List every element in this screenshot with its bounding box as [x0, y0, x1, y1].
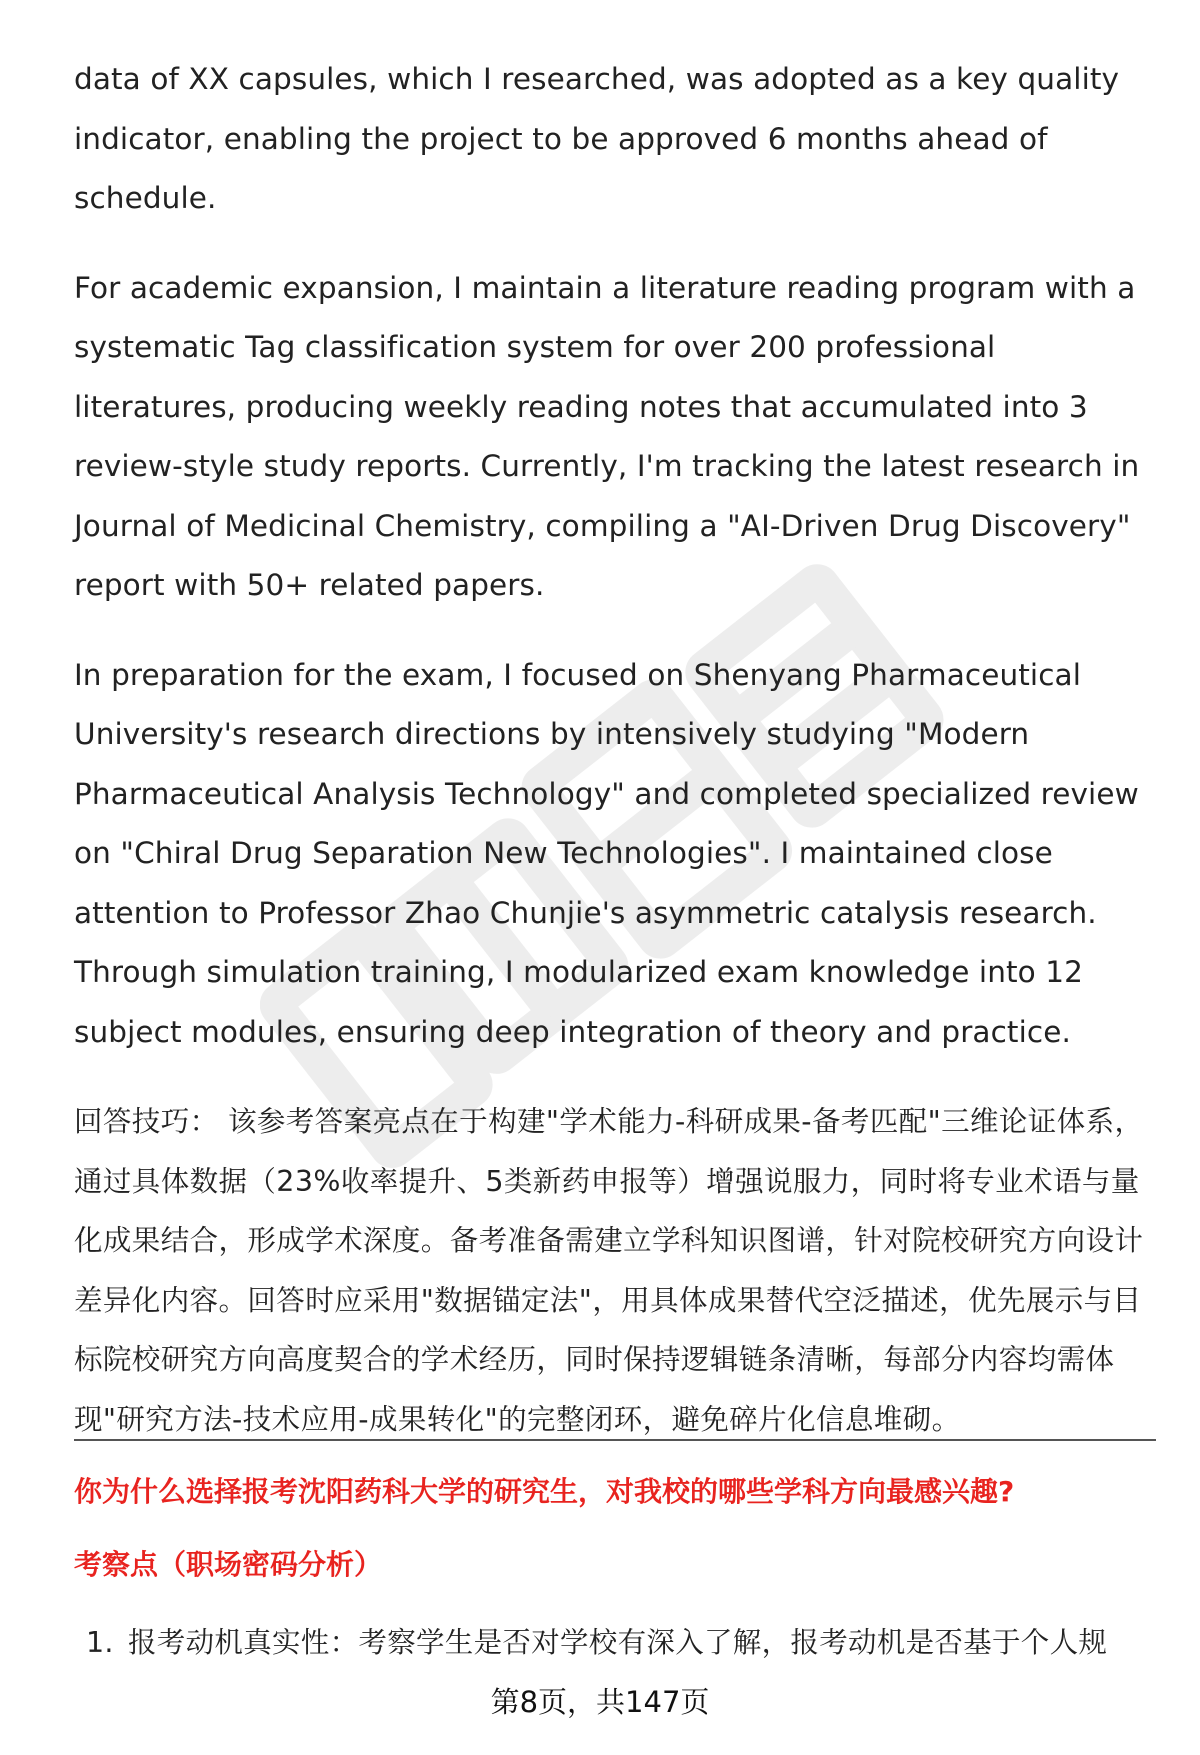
- main-content: [74, 50, 1154, 1449]
- paragraph-exam-preparation: In preparation for the exam, I focused on Shenyang Pharmaceutical University's research directions by intensively studying "Modern Pharmaceutical Analysis Technology" and completed specialized review on "Chiral Drug Separation New Technologies". I maintained close attention to Professor Zhao Chunjie's asymmetric catalysis research. Through simulation training, I modularized exam knowledge into 12 subject modules, ensuring deep integration of theory and practice.: [74, 657, 1139, 1049]
- section-divider: [74, 1439, 1156, 1441]
- question-heading: 你为什么选择报考沈阳药科大学的研究生，对我校的哪些学科方向最感兴趣?: [74, 1475, 1015, 1508]
- answer-tips: [74, 1092, 1154, 1449]
- list-item-number: 1.: [86, 1626, 114, 1659]
- exam-point-heading: 考察点（职场密码分析）: [74, 1548, 383, 1581]
- answer-tips-label: 回答技巧：: [74, 1105, 219, 1138]
- paragraph-academic-expansion: For academic expansion, I maintain a literature reading program with a systematic Tag classification system for over 200 professional literatures, producing weekly reading notes that accumulated into 3 review-style study reports. Currently, I'm tracking the latest research in Journal of Medicinal Chemistry, compiling a "AI-Driven Drug Discovery" report with 50+ related papers.: [74, 270, 1140, 602]
- paragraph-quality-indicator: data of XX capsules, which I researched, was adopted as a key quality indicator, enabling the project to be approved 6 months ahead of schedule.: [74, 62, 1120, 215]
- list-item: [86, 1623, 1107, 1663]
- answer-tips-text: 该参考答案亮点在于构建"学术能力-科研成果-备考匹配"三维论证体系，通过具体数据（23%收率提升、5类新药申报等）增强说服力，同时将专业术语与量化成果结合，形成学术深度。备考准备需建立学科知识图谱，针对院校研究方向设计差异化内容。回答时应采用"数据锚定法"，用具体成果替代空泛描述，优先展示与目标院校研究方向高度契合的学术经历，同时保持逻辑链条清晰，每部分内容均需体现"研究方法-技术应用-成果转化"的完整闭环，避免碎片化信息堆砌。: [74, 1105, 1144, 1436]
- page-footer: 第8页，共147页: [490, 1685, 710, 1719]
- list-item-text: 报考动机真实性：考察学生是否对学校有深入了解，报考动机是否基于个人规: [128, 1626, 1108, 1659]
